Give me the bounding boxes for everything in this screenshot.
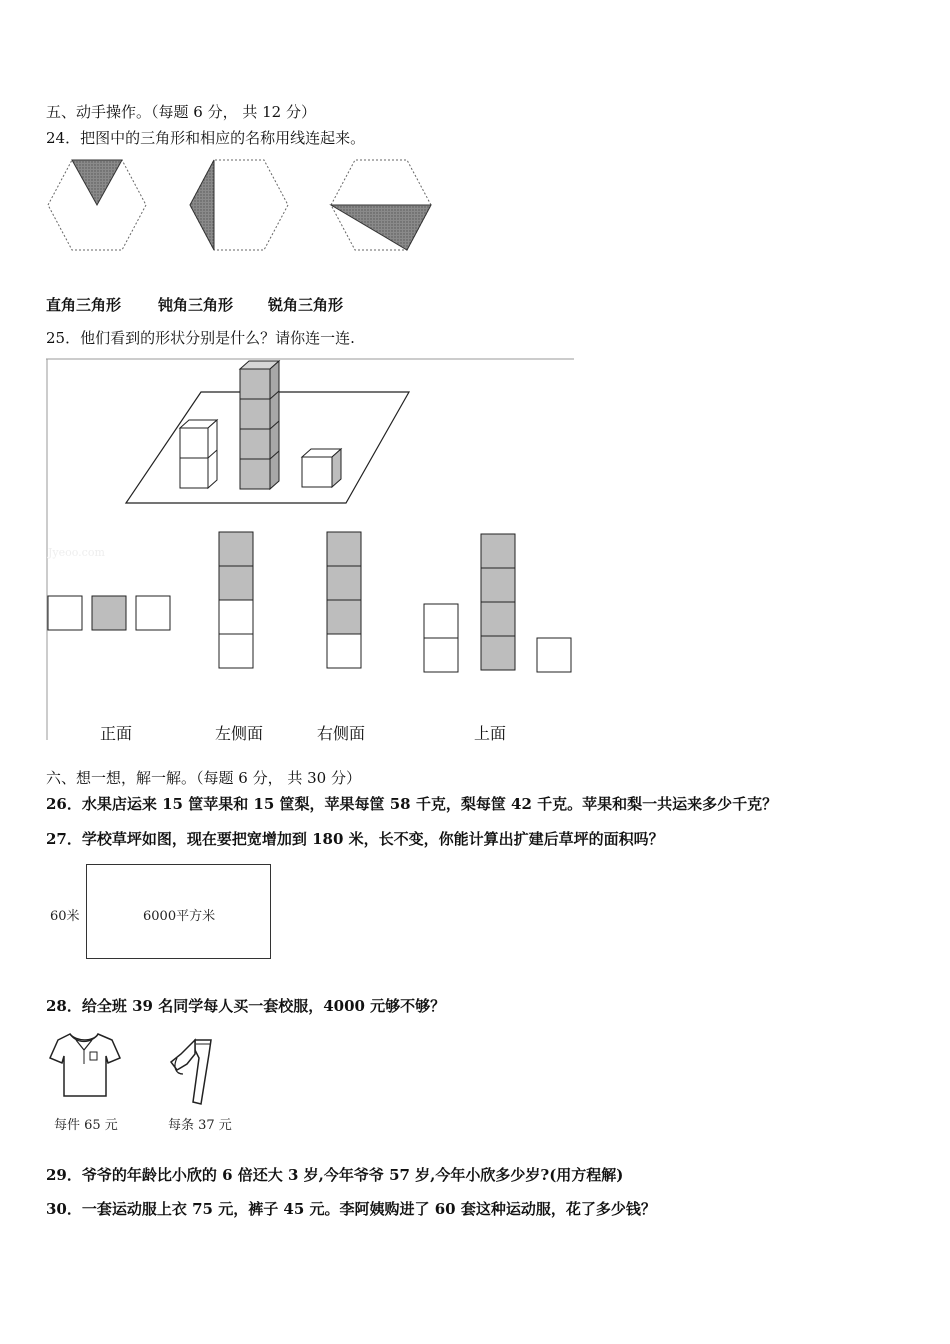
pants-icon	[165, 1036, 225, 1106]
cube-single-right	[302, 449, 341, 487]
section-heading-5: 五、动手操作。（每题 6 分， 共 12 分）	[46, 103, 316, 121]
label-obtuse-triangle: 钝角三角形	[158, 296, 234, 314]
question-26-text: 26．水果店运来 15 筐苹果和 15 筐梨，苹果每筐 58 千克，梨每筐 42 千克。苹果和梨一共运来多少千克？	[46, 795, 778, 813]
hexagon-figures	[46, 158, 436, 253]
view-label-left: 左侧面	[215, 724, 264, 743]
hexagon-1	[48, 160, 146, 250]
lawn-width-label: 60米	[50, 909, 80, 924]
question-29-text: 29．爷爷的年龄比小欣的 6 倍还大 3 岁,今年爷爷 57 岁,今年小欣多少岁?(用方程解)	[46, 1166, 624, 1184]
question-24-text: 24．把图中的三角形和相应的名称用线连起来。	[46, 129, 366, 147]
view-column-b	[327, 532, 361, 668]
pants-price-caption: 每条 37 元	[168, 1118, 232, 1133]
view-group-c	[424, 534, 571, 672]
view-label-top: 上面	[474, 724, 507, 743]
lawn-area-label: 6000平方米	[143, 909, 216, 924]
question-27-text: 27．学校草坪如图，现在要把宽增加到 180 米，长不变，你能计算出扩建后草坪的面积吗？	[46, 830, 664, 848]
shirt-price-caption: 每件 65 元	[54, 1118, 118, 1133]
section-heading-6: 六、想一想，解一解。（每题 6 分， 共 30 分）	[46, 769, 361, 787]
view-label-front: 正面	[100, 724, 133, 743]
label-acute-triangle: 锐角三角形	[268, 296, 344, 314]
question-25-text: 25．他们看到的形状分别是什么？请你连一连.	[46, 329, 355, 347]
cube-views-figure	[46, 358, 576, 743]
label-right-triangle: 直角三角形	[46, 296, 122, 314]
view-row-three	[48, 596, 170, 630]
question-30-text: 30．一套运动服上衣 75 元，裤子 45 元。李阿姨购进了 60 套这种运动服，花了多少钱？	[46, 1200, 656, 1218]
view-label-right: 右侧面	[317, 724, 366, 743]
hexagon-2	[190, 160, 288, 250]
cube-stack-left	[180, 420, 217, 488]
shirt-icon	[48, 1030, 120, 1102]
cube-stack-tall	[240, 361, 279, 489]
watermark: Jyeoo.com	[48, 546, 105, 559]
view-column-a	[219, 532, 253, 668]
hexagon-3	[331, 160, 431, 250]
question-28-text: 28．给全班 39 名同学每人买一套校服，4000 元够不够？	[46, 997, 446, 1015]
